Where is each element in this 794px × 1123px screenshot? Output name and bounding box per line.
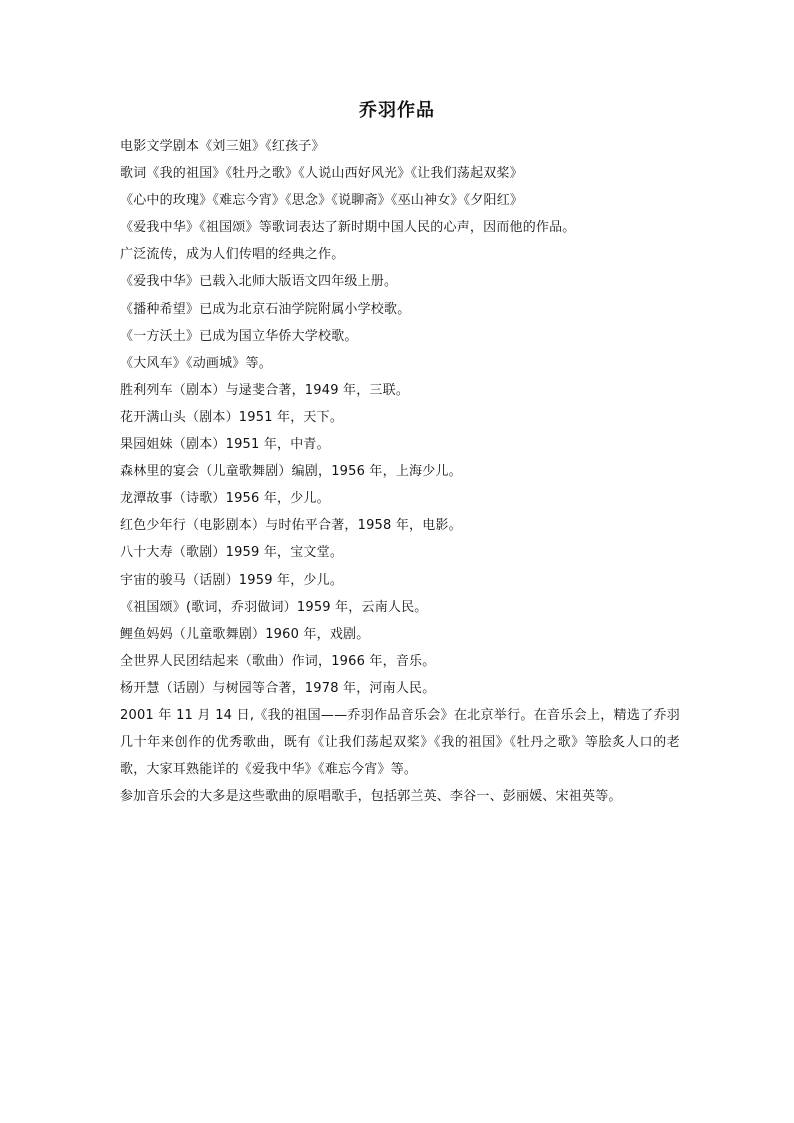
text-line: 广泛流传，成为人们传唱的经典之作。 [120, 247, 345, 263]
text-line: 《爱我中华》已载入北师大版语文四年级上册。 [120, 274, 398, 290]
text-line: 杨开慧（话剧）与树园等合著，1978 年，河南人民。 [120, 680, 436, 696]
text-line: 龙潭故事（诗歌）1956 年，少儿。 [120, 491, 330, 507]
text-line: 果园姐妹（剧本）1951 年，中青。 [120, 437, 330, 453]
text-line: 鲤鱼妈妈（儿童歌舞剧）1960 年，戏剧。 [120, 626, 370, 642]
document-title: 乔羽作品 [359, 100, 435, 121]
text-line: 《祖国颂》(歌词，乔羽做词）1959 年，云南人民。 [120, 599, 428, 615]
text-line: 电影文学剧本《刘三姐》《红孩子》 [120, 139, 325, 154]
concert-paragraph: 2001 年 11 月 14 日,《我的祖国——乔羽作品音乐会》在北京举行。在音乐会上，精选了乔羽几十年来创作的优秀歌曲，既有《让我们荡起双桨》《我的祖国》《牡丹之歌》等脍炙人口的老歌，大家耳熟能详的《爱我中华》《难忘今宵》等。 [120, 707, 680, 778]
text-line: 歌词《我的祖国》《牡丹之歌》《人说山西好风光》《让我们荡起双桨》 [120, 166, 523, 182]
text-line: 《心中的玫瑰》《难忘今宵》《思念》《说聊斋》《巫山神女》《夕阳红》 [120, 193, 524, 209]
text-line: 红色少年行（电影剧本）与时佑平合著，1958 年，电影。 [120, 518, 462, 534]
text-line: 全世界人民团结起来（歌曲）作词，1966 年，音乐。 [120, 653, 436, 669]
text-line: 森林里的宴会（儿童歌舞剧）编剧，1956 年，上海少儿。 [120, 464, 462, 480]
text-line: 《播种希望》已成为北京石油学院附属小学校歌。 [120, 301, 411, 317]
text-line: 《爱我中华》《祖国颂》等歌词表达了新时期中国人民的心声，因而他的作品。 [120, 220, 576, 236]
document-body [120, 133, 680, 810]
text-line: 宇宙的骏马（话剧）1959 年，少儿。 [120, 572, 344, 588]
text-line: 《一方沃土》已成为国立华侨大学校歌。 [120, 328, 358, 344]
closing-line: 参加音乐会的大多是这些歌曲的原唱歌手，包括郭兰英、李谷一、彭丽媛、宋祖英等。 [120, 789, 622, 805]
text-line: 花开满山头（剧本）1951 年，天下。 [120, 409, 344, 425]
text-line: 《大风车》《动画城》等。 [120, 355, 272, 371]
text-line: 八十大寿（歌剧）1959 年，宝文堂。 [120, 545, 344, 561]
text-line: 胜利列车（剧本）与逯斐合著，1949 年，三联。 [120, 382, 410, 398]
